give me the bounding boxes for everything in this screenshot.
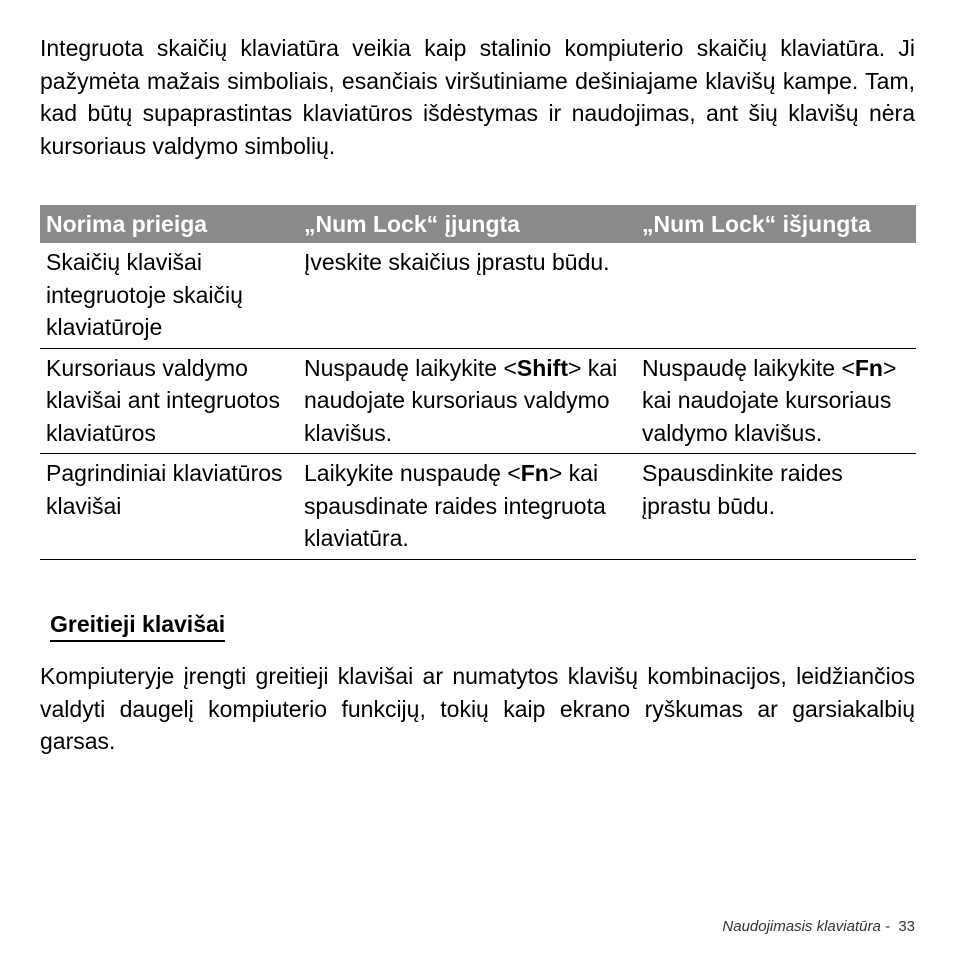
cell-text: > kai spausdinate raides integruota klaviatūra. [304,460,606,551]
header-access: Norima prieiga [40,205,298,243]
table-header-row [40,205,916,243]
cell-numlock-on: Įveskite skaičius įprastu būdu. [298,243,636,348]
cell-numlock-on [298,454,636,560]
table-row [40,454,916,560]
cell-access: Skaičių klavišai integruotoje skaičių klaviatūroje [40,243,298,348]
footer-label: Naudojimasis klaviatūra - [722,918,890,935]
cell-access: Pagrindiniai klaviatūros klavišai [40,454,298,560]
cell-text: > kai naudojate kursoriaus valdymo klavišus. [304,354,618,446]
page-footer [722,918,915,936]
table-row [40,243,916,348]
table-row [40,348,916,454]
cell-text: Laikykite nuspaudę < [304,460,521,486]
page-number: 33 [898,918,915,935]
header-numlock-off: „Num Lock“ išjungta [636,205,916,243]
cell-access: Kursoriaus valdymo klavišai ant integruotos klaviatūros [40,348,298,454]
cell-text: Nuspaudę laikykite < [304,354,517,381]
intro-paragraph: Integruota skaičių klaviatūra veikia kaip stalinio kompiuterio skaičių klaviatūra. Ji pažymėta mažais simboliais, esančiais viršutiniame dešiniajame klavišų kampe. Tam, kad būtų supaprastintas klaviatūros išdėstymas ir naudojimas, ant šių klavišų nėra kursoriaus valdymo simbolių. [40,35,915,159]
cell-text: > kai naudojate kursoriaus valdymo klavišus. [642,354,897,446]
hotkeys-paragraph: Kompiuteryje įrengti greitieji klavišai ar numatytos klavišų kombinacijos, leidžiančios valdyti daugelį kompiuterio funkcijų, tokių kaip ekrano ryškumas ar garsiakalbių garsas. [40,663,915,754]
cell-numlock-off: Spausdinkite raides įprastu būdu. [636,454,916,560]
header-numlock-on: „Num Lock“ įjungta [298,205,636,243]
key-name: Shift [516,354,568,381]
cell-numlock-off [636,348,916,454]
cell-numlock-off [636,243,916,348]
cell-numlock-on [298,348,636,454]
section-heading: Greitieji klavišai [50,608,225,642]
key-name: Fn [520,460,549,486]
key-name: Fn [854,354,883,381]
cell-text: Nuspaudę laikykite < [642,354,855,381]
numlock-table [40,205,916,560]
